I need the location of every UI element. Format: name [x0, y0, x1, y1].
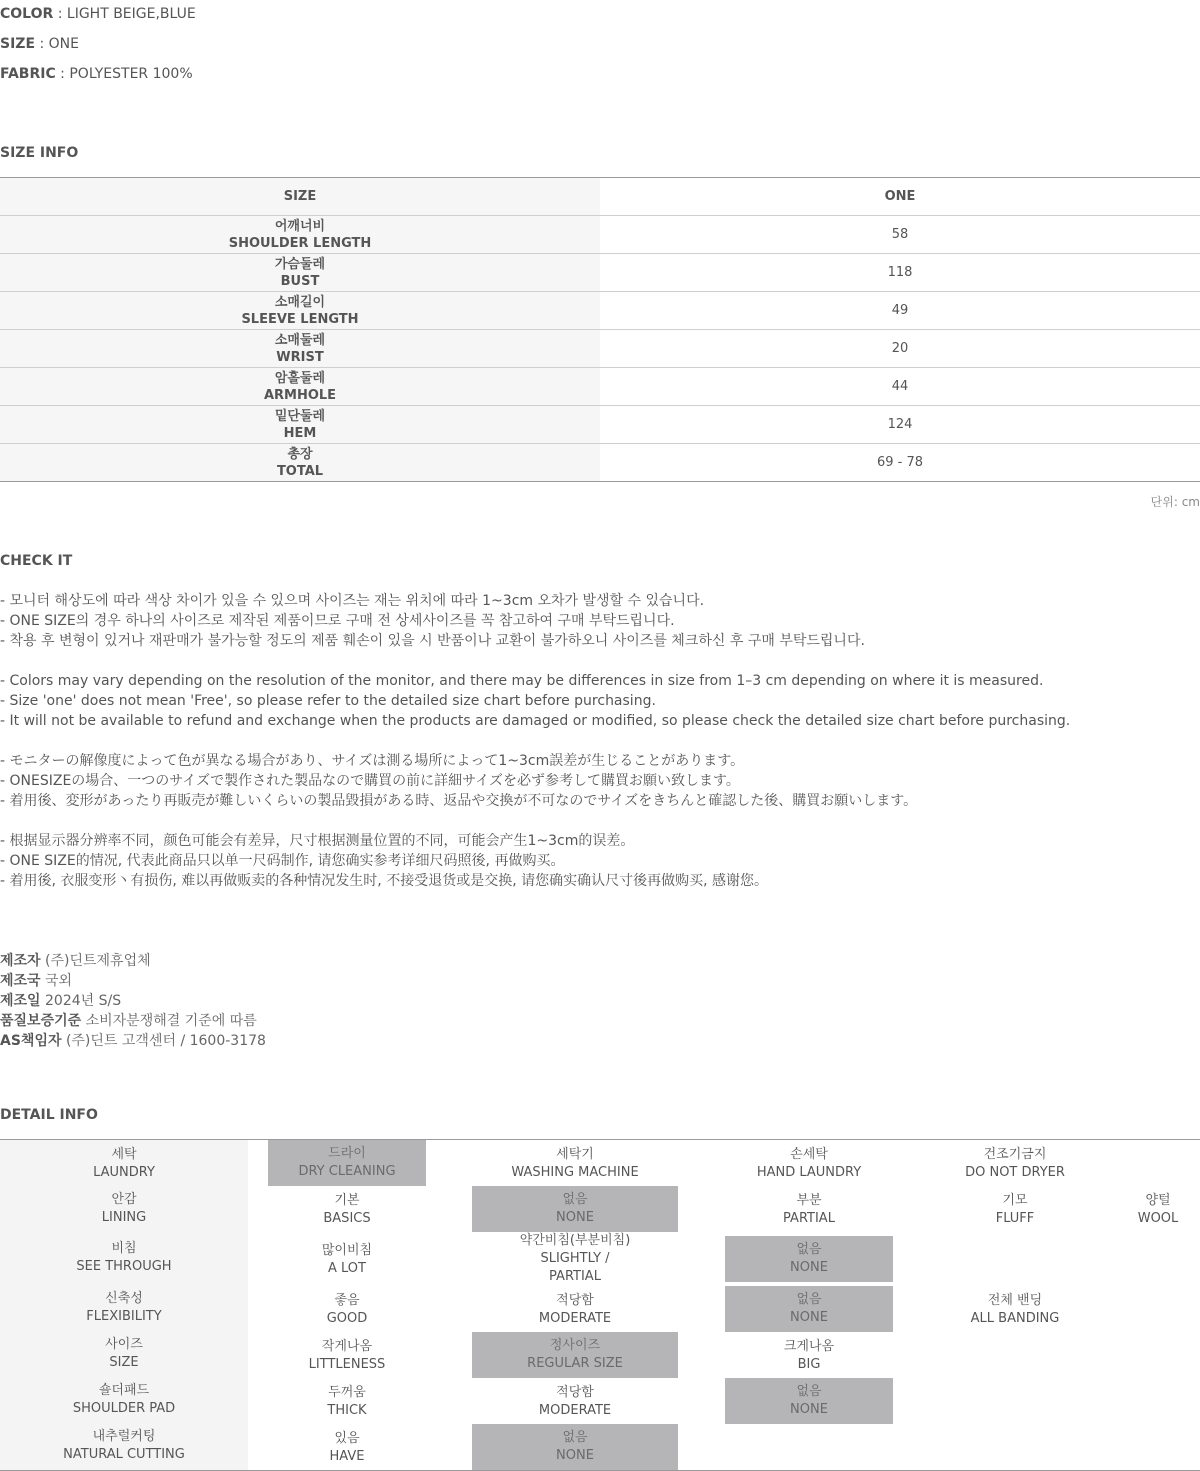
check-line: - 根据显示器分辨率不同，颜色可能会有差异，尺寸根据测量位置的不同，可能会产生1~3cm的误差。	[0, 833, 635, 849]
measure-ko: 총장	[287, 446, 313, 462]
label-ko: 세탁	[111, 1147, 137, 1162]
maker-value: (주)딘트제휴업체	[40, 953, 151, 969]
option-ko: 있음	[334, 1431, 360, 1446]
measure-value: 69 - 78	[876, 455, 924, 470]
measure-en: TOTAL	[276, 463, 324, 479]
measure-en: BUST	[280, 273, 320, 289]
size-line	[0, 35, 79, 53]
option-partial	[725, 1190, 893, 1230]
option-dry-cleaning	[268, 1140, 426, 1186]
measure-value: 58	[891, 227, 909, 242]
option-en: NONE	[556, 1448, 594, 1463]
option-ko: 손세탁	[790, 1147, 828, 1162]
option-ko: 부분	[796, 1193, 822, 1208]
maker-row	[0, 951, 151, 971]
measure-value: 20	[891, 341, 909, 356]
detail-info-title: DETAIL INFO	[0, 1107, 98, 1123]
option-thick	[268, 1382, 426, 1422]
measure-value: 44	[891, 379, 909, 394]
check-line: - 착용 후 변형이 있거나 재판매가 불가능할 정도의 제품 훼손이 있을 시 반품이나 교환이 불가하오니 사이즈를 체크하신 후 구매 부탁드립니다.	[0, 633, 865, 649]
fabric-value: : POLYESTER 100%	[55, 66, 193, 82]
option-slightly-partial	[472, 1232, 678, 1286]
option-good	[268, 1290, 426, 1330]
option-en: GOOD	[326, 1311, 368, 1326]
table-row	[0, 292, 1200, 330]
size-header-value: ONE	[884, 189, 916, 204]
check-it-title: CHECK IT	[0, 553, 73, 569]
detail-label-lining	[0, 1189, 248, 1229]
measure-label	[0, 292, 600, 329]
maker-label: 제조일	[0, 993, 41, 1009]
check-line: - 모니터 해상도에 따라 색상 차이가 있을 수 있으며 사이즈는 재는 위치에 따라 1~3cm 오차가 발생할 수 있습니다.	[0, 593, 705, 609]
check-line: - ONE SIZE의 경우 하나의 사이즈로 제작된 제품이므로 구매 전 상세사이즈를 꼭 참고하여 구매 부탁드립니다.	[0, 613, 675, 629]
measure-label	[0, 368, 600, 405]
option-ko: 약간비침(부분비침)	[519, 1233, 631, 1248]
option-en: NONE	[790, 1310, 828, 1325]
measure-value: 118	[887, 265, 913, 280]
size-label: SIZE	[0, 36, 36, 52]
label-ko: 신축성	[105, 1291, 143, 1306]
maker-label: 제조자	[0, 953, 41, 969]
option-ko: 많이비침	[321, 1243, 373, 1258]
option-en: PARTIAL	[783, 1211, 835, 1226]
option-en: NONE	[790, 1260, 828, 1275]
option-ko: 적당함	[556, 1385, 594, 1400]
option-ko: 양털	[1145, 1193, 1171, 1208]
option-en: MODERATE	[538, 1403, 612, 1418]
label-en: NATURAL CUTTING	[63, 1447, 185, 1462]
option-moderate	[472, 1290, 678, 1330]
option-en: NONE	[556, 1210, 594, 1225]
option-ko: 건조기금지	[983, 1147, 1047, 1162]
option-ko: 두꺼움	[328, 1385, 366, 1400]
detail-label-size	[0, 1334, 248, 1374]
maker-value: 2024년 S/S	[40, 993, 122, 1009]
check-line: - モニターの解像度によって色が異なる場合があり、サイズは測る場所によって1~3cm誤差が生じることがあります。	[0, 753, 745, 769]
detail-label-shoulder-pad	[0, 1380, 248, 1420]
check-line: - It will not be available to refund and exchange when the products are damaged or modified, so please check the detailed size chart before purchasing.	[0, 713, 1071, 729]
option-wool	[1118, 1190, 1198, 1230]
option-ko: 없음	[796, 1384, 822, 1399]
maker-value: 국외	[40, 973, 73, 989]
maker-label: AS책임자	[0, 1033, 62, 1049]
maker-row	[0, 991, 121, 1011]
option-do-not-dryer	[930, 1144, 1100, 1184]
option-en: MODERATE	[538, 1311, 612, 1326]
maker-row	[0, 971, 72, 991]
option-ko: 작게나옴	[321, 1339, 373, 1354]
option-regular-size	[472, 1332, 678, 1378]
size-table	[0, 177, 1200, 482]
detail-label-see-through	[0, 1238, 248, 1278]
measure-en: WRIST	[276, 349, 324, 365]
check-line: - Size 'one' does not mean 'Free', so please refer to the detailed size chart before purchasing.	[0, 693, 656, 709]
label-en: LINING	[101, 1210, 147, 1225]
option-washing-machine	[472, 1144, 678, 1184]
label-ko: 안감	[111, 1192, 137, 1207]
option-fluff	[930, 1190, 1100, 1230]
option-en: PARTIAL	[549, 1269, 601, 1284]
option-en: DRY CLEANING	[298, 1164, 396, 1179]
table-row	[0, 254, 1200, 292]
maker-row	[0, 1031, 266, 1051]
option-basics	[268, 1190, 426, 1230]
option-ko: 기본	[334, 1193, 360, 1208]
option-ko: 크게나옴	[783, 1339, 835, 1354]
option-big	[725, 1336, 893, 1376]
fabric-label: FABRIC	[0, 66, 56, 82]
measure-value: 49	[891, 303, 909, 318]
option-en: FLUFF	[995, 1211, 1035, 1226]
table-row	[0, 368, 1200, 406]
measure-label	[0, 216, 600, 253]
maker-label: 품질보증기준	[0, 1013, 82, 1029]
measure-en: SLEEVE LENGTH	[241, 311, 359, 327]
label-en: FLEXIBILITY	[86, 1309, 162, 1324]
check-line: - 着用後、変形があったり再販売が難しいくらいの製品毀損がある時、返品や交換が不可なのでサイズをきちんと確認した後、購買お願いします。	[0, 793, 918, 809]
table-row	[0, 406, 1200, 444]
size-table-header	[0, 177, 1200, 216]
measure-value: 124	[887, 417, 913, 432]
option-ko: 적당함	[556, 1293, 594, 1308]
detail-label-flexibility	[0, 1288, 248, 1328]
option-hand-laundry	[725, 1144, 893, 1184]
option-en: A LOT	[328, 1261, 366, 1276]
color-label: COLOR	[0, 6, 54, 22]
measure-ko: 밑단둘레	[274, 408, 326, 424]
label-en: SEE THROUGH	[76, 1259, 172, 1274]
table-row	[0, 330, 1200, 368]
measure-ko: 가슴둘레	[274, 256, 326, 272]
detail-label-natural-cutting	[0, 1426, 248, 1466]
option-en: WASHING MACHINE	[511, 1165, 639, 1180]
option-ko: 전체 밴딩	[987, 1293, 1043, 1308]
measure-label	[0, 444, 600, 481]
maker-label: 제조국	[0, 973, 41, 989]
label-en: LAUNDRY	[93, 1165, 155, 1180]
label-ko: 사이즈	[105, 1337, 143, 1352]
color-line	[0, 5, 196, 23]
measure-label	[0, 254, 600, 291]
table-row	[0, 444, 1200, 482]
option-a-lot	[268, 1240, 426, 1280]
option-moderate	[472, 1382, 678, 1422]
option-en: BIG	[797, 1357, 821, 1372]
maker-row	[0, 1011, 257, 1031]
size-info-title: SIZE INFO	[0, 145, 79, 161]
measure-ko: 어깨너비	[274, 218, 326, 234]
option-en: ALL BANDING	[970, 1311, 1060, 1326]
measure-label	[0, 330, 600, 367]
option-en: THICK	[327, 1403, 367, 1418]
option-en: LITTLENESS	[308, 1357, 386, 1372]
table-row	[0, 216, 1200, 254]
option-ko: 정사이즈	[549, 1338, 601, 1353]
measure-en: HEM	[283, 425, 317, 441]
option-littleness	[268, 1336, 426, 1376]
option-en: BASICS	[323, 1211, 371, 1226]
measure-ko: 소매둘레	[274, 332, 326, 348]
option-en: DO NOT DRYER	[965, 1165, 1065, 1180]
check-line: - ONE SIZE的情况, 代表此商品只以单一尺码制作, 请您确实参考详细尺码照後, 再做购买。	[0, 853, 565, 869]
option-none	[725, 1378, 893, 1424]
measure-en: ARMHOLE	[263, 387, 337, 403]
check-line: - Colors may vary depending on the resolution of the monitor, and there may be differences in size from 1–3 cm depending on where it is measured.	[0, 673, 1044, 689]
label-en: SIZE	[109, 1355, 139, 1370]
option-en: HAND LAUNDRY	[756, 1165, 862, 1180]
fabric-line	[0, 65, 193, 83]
option-none	[725, 1286, 893, 1332]
measure-ko: 암홀둘레	[274, 370, 326, 386]
option-none	[725, 1236, 893, 1282]
option-en: WOOL	[1137, 1211, 1179, 1226]
option-en: REGULAR SIZE	[527, 1356, 623, 1371]
size-value: : ONE	[35, 36, 79, 52]
measure-ko: 소매길이	[274, 294, 326, 310]
color-value: : LIGHT BEIGE,BLUE	[53, 6, 196, 22]
label-en: SHOULDER PAD	[72, 1401, 176, 1416]
option-en: SLIGHTLY /	[540, 1251, 610, 1266]
option-none	[472, 1186, 678, 1232]
measure-en: SHOULDER LENGTH	[228, 235, 372, 251]
maker-value: (주)딘트 고객센터 / 1600-3178	[61, 1033, 266, 1049]
option-ko: 없음	[796, 1242, 822, 1257]
label-ko: 내추럴커팅	[92, 1429, 156, 1444]
maker-value: 소비자분쟁해결 기준에 따름	[81, 1013, 257, 1029]
option-ko: 드라이	[328, 1146, 366, 1161]
measure-label	[0, 406, 600, 443]
label-ko: 비침	[111, 1241, 137, 1256]
option-have	[268, 1428, 426, 1468]
check-line: - ONESIZEの場合、一つのサイズで製作された製品なので購買の前に詳細サイズを必ず参考して購買お願い致します。	[0, 773, 740, 789]
check-line: - 着用後, 衣服变形丶有损伤, 难以再做贩卖的各种情况发生时, 不接受退货或是交换, 请您确实确认尺寸後再做购买, 感谢您。	[0, 873, 769, 889]
label-ko: 숄더패드	[98, 1383, 150, 1398]
option-en: NONE	[790, 1402, 828, 1417]
option-en: HAVE	[329, 1449, 365, 1464]
unit-note: 단위: cm	[1150, 495, 1200, 509]
option-ko: 없음	[796, 1292, 822, 1307]
option-ko: 좋음	[334, 1293, 360, 1308]
option-ko: 없음	[562, 1430, 588, 1445]
option-ko: 없음	[562, 1192, 588, 1207]
size-header-label: SIZE	[0, 178, 600, 215]
option-none	[472, 1424, 678, 1470]
option-ko: 기모	[1002, 1193, 1028, 1208]
detail-label-laundry	[0, 1144, 248, 1184]
option-ko: 세탁기	[556, 1147, 594, 1162]
option-all-banding	[930, 1290, 1100, 1330]
